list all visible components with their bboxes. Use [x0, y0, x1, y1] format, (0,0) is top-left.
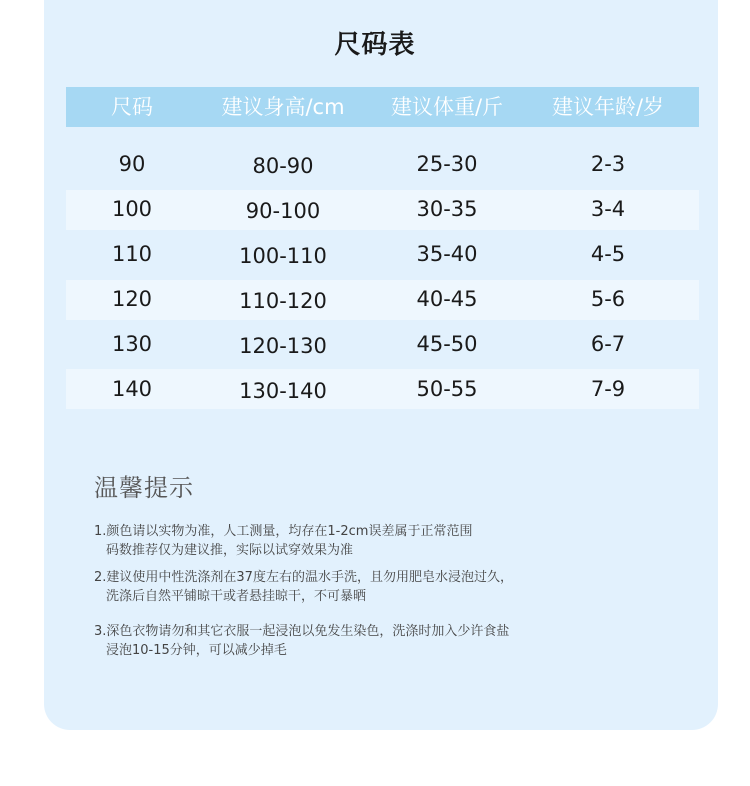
header-weight: 建议体重/斤: [390, 95, 504, 119]
tip-item: [94, 522, 472, 560]
page-title: 尺码表: [334, 30, 416, 60]
tips-title: 温馨提示: [94, 474, 194, 502]
cell-size: 140: [111, 377, 153, 401]
cell-size: 120: [111, 287, 153, 311]
cell-age: 3-4: [590, 197, 626, 221]
header-age: 建议年龄/岁: [551, 95, 665, 119]
header-size: 尺码: [111, 95, 153, 119]
cell-weight: 45-50: [416, 332, 478, 356]
cell-size: 130: [111, 332, 153, 356]
tip-line: 3.深色衣物请勿和其它衣服一起浸泡以免发生染色，洗涤时加入少许食盐: [94, 624, 510, 639]
cell-weight: 25-30: [416, 152, 478, 176]
cell-size: 110: [111, 242, 153, 266]
cell-age: 2-3: [590, 152, 626, 176]
tip-line: 1.颜色请以实物为准，人工测量，均存在1-2cm误差属于正常范围: [94, 524, 473, 539]
cell-height: 110-120: [239, 289, 327, 313]
cell-size: 90: [118, 152, 146, 176]
tip-line: 洗涤后自然平铺晾干或者悬挂晾干，不可暴晒: [106, 589, 367, 604]
header-height: 建议身高/cm: [221, 95, 345, 119]
cell-height: 130-140: [239, 379, 327, 403]
cell-weight: 40-45: [416, 287, 478, 311]
cell-height: 100-110: [239, 244, 327, 268]
cell-size: 100: [111, 197, 153, 221]
cell-weight: 30-35: [416, 197, 478, 221]
cell-height: 120-130: [239, 334, 327, 358]
cell-height: 90-100: [245, 199, 321, 223]
tip-line: 2.建议使用中性洗涤剂在37度左右的温水手洗，且勿用肥皂水浸泡过久，: [94, 570, 513, 585]
tip-item: [94, 622, 509, 660]
tip-line: 码数推荐仅为建议推，实际以试穿效果为准: [106, 543, 354, 558]
cell-weight: 35-40: [416, 242, 478, 266]
cell-age: 7-9: [590, 377, 626, 401]
cell-age: 6-7: [590, 332, 626, 356]
tip-item: [94, 568, 513, 606]
tip-line: 浸泡10-15分钟，可以减少掉毛: [106, 643, 287, 658]
cell-age: 5-6: [590, 287, 626, 311]
cell-height: 80-90: [252, 154, 314, 178]
cell-age: 4-5: [590, 242, 626, 266]
cell-weight: 50-55: [416, 377, 478, 401]
